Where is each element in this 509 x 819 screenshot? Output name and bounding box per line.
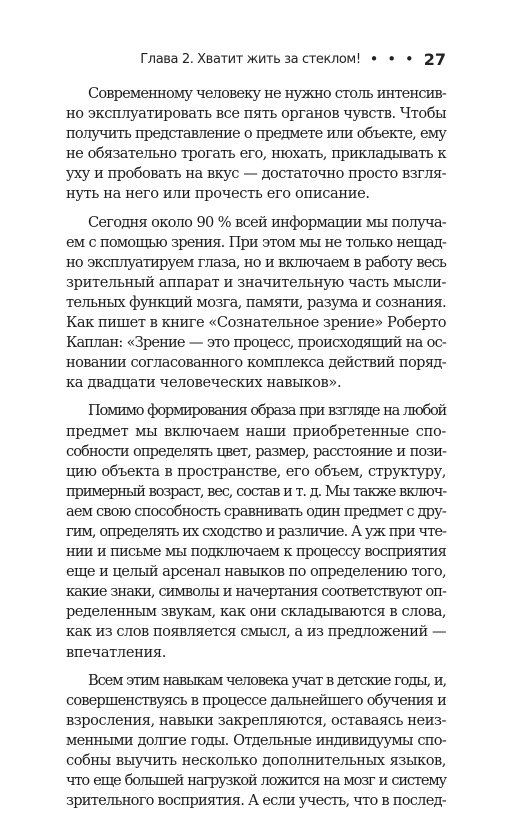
- text-line: Современному человеку не нужно столь интенсив-: [88, 85, 446, 102]
- text-line: совершенствуясь в процессе дальнейшего обучения и: [66, 691, 446, 709]
- text-line: нуть на него или прочесть его описание.: [66, 185, 370, 203]
- text-line: получить представление о предмете или объекте, ему: [66, 125, 446, 143]
- text-line: примерный возраст, вес, состав и т. д. Мы также включ-: [66, 482, 446, 500]
- text-line: зрительный аппарат и значительную часть мысли-: [66, 273, 447, 291]
- text-line: но эксплуатируем глаза, но и включаем в работу весь: [66, 253, 446, 271]
- text-line: зрительного восприятия. А если учесть, что в послед-: [66, 792, 446, 810]
- text-line: Как пишет в книге «Сознательное зрение» Роберто: [66, 314, 447, 332]
- text-line: собности определять цвет, размер, расстояние и пози-: [66, 442, 446, 460]
- text-line: тельных функций мозга, памяти, разума и сознания.: [66, 293, 446, 311]
- text-line: ределенным звукам, как они складываются в слова,: [66, 603, 446, 621]
- text-line: гим, определять их сходство и различие. А уж при чте-: [66, 522, 446, 540]
- text-line: нии и письме мы подключаем к процессу восприятия: [66, 543, 446, 561]
- running-header: [66, 48, 446, 70]
- text-line: впечатления.: [66, 643, 167, 661]
- page-number: 27: [423, 49, 446, 69]
- text-line: что еще большей нагрузкой ложится на мозг и систему: [66, 772, 446, 790]
- text-line: аем свою способность сравнивать один предмет с дру-: [66, 502, 446, 520]
- paragraph-2: [66, 213, 446, 394]
- text-line: уху и пробовать на вкус — достаточно просто взгля-: [66, 165, 446, 183]
- text-line: новании согласованного комплекса действий поряд-: [66, 354, 446, 372]
- text-line: Всем этим навыкам человека учат в детские годы, и,: [88, 671, 446, 689]
- paragraph-3: [66, 401, 446, 662]
- text-line: какие знаки, символы и начертания соответствуют оп-: [66, 583, 446, 601]
- chapter-title: Глава 2. Хватит жить за стеклом!: [140, 51, 361, 67]
- body-text: [66, 84, 446, 819]
- text-line: еще и целый арсенал навыков по определению того,: [66, 563, 446, 581]
- text-line: взросления, навыки закрепляются, оставаясь неиз-: [66, 711, 446, 729]
- text-line: Сегодня около 90 % всей информации мы получа-: [88, 213, 446, 231]
- text-line: менными долгие годы. Отдельные индивидуумы спо-: [66, 731, 446, 749]
- paragraph-4: [66, 671, 446, 812]
- text-line: предмет мы включаем наши приобретенные спо-: [66, 422, 446, 440]
- text-line: ка двадцати человеческих навыков».: [66, 374, 342, 392]
- text-line: Помимо формирования образа при взгляде на любой: [88, 402, 446, 420]
- text-line: не обязательно трогать его, нюхать, прикладывать к: [66, 145, 446, 163]
- text-line: собны выучить несколько дополнительных языков,: [66, 752, 446, 769]
- text-line: цию объекта в пространстве, его объем, структуру,: [66, 462, 446, 480]
- text-line: ем с помощью зрения. При этом мы не только нещад-: [66, 233, 446, 251]
- paragraph-1: [66, 84, 446, 205]
- text-line: но эксплуатировать все пять органов чувств. Чтобы: [66, 105, 447, 123]
- text-line: Каплан: «Зрение — это процесс, происходящий на ос-: [66, 334, 446, 352]
- text-line: как из слов появляется смысл, а из предложений —: [66, 623, 446, 641]
- header-dots-ornament: • • •: [369, 50, 416, 68]
